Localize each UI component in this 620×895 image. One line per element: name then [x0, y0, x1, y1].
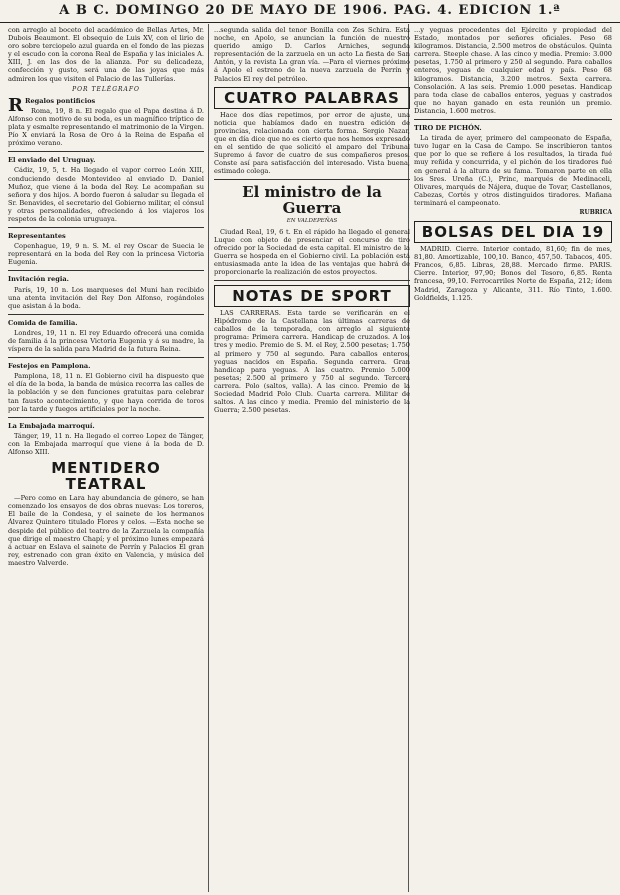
mentidero-heading: MENTIDERO TEATRAL — [51, 459, 161, 494]
divider — [8, 227, 204, 228]
column-middle — [214, 26, 410, 892]
article-body: Londres, 19, 11 n. El rey Eduardo ofrecerá una comida de familia á la princesa Victoria Eugenia y á su madre, la víspera de la salida para Madrid de la futura Reina. — [8, 328, 204, 354]
section-label: POR TELÉGRAFO — [72, 85, 140, 93]
intro-paragraph: con arreglo al boceto del académico de Bellas Artes, Mr. Dubois Beaumont. El obsequio de Luis XV, con el lirio de oro sobre terciopelo azul guarda en el fondo de las piezas y el escudo con la corona Real de España y las iniciales A. XIII, J. en las dos de la alianza. Por su delicadeza, confección y gusto, será una de las joyas que más admiren los que visiten el Palacio de las Tullerías. — [8, 26, 204, 83]
bolsa-day: 19 — [581, 223, 605, 242]
article-body: Pamplona, 18, 11 n. El Gobierno civil ha dispuesto que el día de la boda, la banda de música recorra las calles de la población y se den funciones gratuitas para celebrar tan fausto acontecimiento, y que haya corrida de toros por la tarde y fuegos artificiales por la noche. — [8, 372, 204, 413]
article-heading: Invitación regia. — [8, 275, 69, 284]
divider — [8, 357, 204, 358]
article-heading: Comida de familia. — [8, 318, 78, 327]
divider — [414, 119, 612, 120]
article-body: LAS CARRERAS. Esta tarde se verificarán en el Hipódromo de la Castellana las últimas carreras de caballos de la temporada, con arreglo al siguiente programa: Primera carrera. Handicap de cruzados. A los tres y medio. Premio de S. M. el Rey, 2.500 pesetas; 1.750 al primero y 750 al segundo. Para caballos enteros, yeguas nacidos en España. Segunda carrera. Gran handicap para yeguas. A las cuatro. Premio 5.000 pesetas; 2.500 al primero y 750 al segundo. Tercera carrera. Polo (saltos, valla). A las cinco. Premio de la Sociedad Madrid Polo Club. Cuarta carrera. Militar de saltos. A las cinco y media. Premio del ministerio de la Guerra; 2.500 pesetas. — [214, 309, 410, 415]
column-right — [414, 26, 612, 892]
masthead: A B C. DOMINGO 20 DE MAYO DE 1906. PAG. 4. EDICION 1.ª — [0, 0, 620, 23]
divider — [8, 151, 204, 152]
column-left — [8, 26, 204, 892]
article-body: Ciudad Real, 19, 6 t. En el rápido ha llegado el general Luque con objeto de presenciar el concurso de tiro ofrecido por la Sociedad de esta capital. El ministro de la Guerra se hospeda en el Gobierno civil. La población está entusiasmada ante la idea de las ventajas que habrá de proporcionarle la realización de estos proyectos. — [214, 227, 410, 276]
article-body: Copenhague, 19, 9 n. S. M. el rey Oscar de Suecia le representará en la boda del Rey con la princesa Victoria Eugenia. — [8, 242, 204, 267]
sport-heading: NOTAS DE SPORT — [214, 285, 410, 307]
article-heading: Regalos pontificios — [24, 96, 96, 105]
column-rule — [208, 24, 209, 892]
dropcap: R — [8, 94, 23, 116]
ministro-heading: El ministro de la Guerra — [242, 183, 382, 218]
article-body: La tirada de ayer, primero del campeonato de España, tuvo lugar en la Casa de Campo. Se inscribieron tantos que por lo que se refiere á los resultados, la tirada fué muy reñida y concurrida, y el pichón de los tiradores fué en general á la altura de su fama. Tomaron parte en ella los Sres. Ureña (C.), Princ, marqués de Medinaceli, Olivares, marqués de Nájera, duque de Tovar, Castellanos, Cabezas, Cortés y otros distinguidos tiradores. Mañana terminará el campeonato. — [414, 134, 612, 207]
article-body: MADRID. Cierre. Interior contado, 81,60; fin de mes, 81,80. Amortizable, 100,10. Banco, 457,50. Tabacos, 405. Francos, 6,85. Libras, 28,88. Mercado firme. PARIS. Cierre. Interior, 97,90; Bonos del Tesoro, 6,85. Renta francesa, 99,10. Ferrocarriles Norte de España, 212; ídem Madrid, Zaragoza y Alicante, 311. Río Tinto, 1.600. Goldfields, 1.125. — [414, 245, 612, 302]
divider — [8, 417, 204, 418]
article-heading: El enviado del Uruguay. — [8, 156, 96, 165]
signature: RUBRICA — [579, 208, 612, 216]
bolsa-heading — [414, 221, 612, 243]
article-body: Roma, 19, 8 n. El regalo que el Papa destina á D. Alfonso con motivo de su boda, es un magnífico tríptico de plata y esmalte representando el matrimonio de la Virgen. Pío X enviará la Rosa de Oro á la Reina de España el próximo verano. — [8, 106, 204, 148]
bolsa-title: BOLSAS DEL DIA — [421, 223, 576, 242]
article-body: Hace dos días repetimos, por error de ajuste, una noticia que habíamos dado en nuestra edición de provincias, relacionada con cierta forma. Sergio Nazar, que en día dice que no es cierto que nos hemos expresado en el sentido de que solicitó el amparo del Tribunal Supremo á favor de cuatro de sus compañeros presos. Conste así para satisfacción del interesado. Vista buena, estimado colega. — [214, 110, 410, 176]
article-heading: TIRO DE PICHÓN. — [414, 124, 482, 133]
article-heading: La Embajada marroquí. — [8, 421, 95, 430]
article-heading: Festejos en Pamplona. — [8, 362, 91, 371]
article-body: —Pero como en Lara hay abundancia de género, se han comenzado los ensayos de dos obras nuevas: Los toreros, El baile de la Condesa, y el sainete de los hermanos Álvarez Quintero titulado Flores y celos. —Esta noche se despide del público del teatro de la Zarzuela la compañía que dirige el maestro Chapí; y el próximo lunes empezará á actuar en Eslava el sainete de Perrín y Palacios El gran rey, estrenado con gran éxito en Valencia, y música del maestro Valverde. — [8, 494, 204, 567]
article-body: Cádiz, 19, 5, t. Ha llegado el vapor correo León XIII, conduciendo desde Montevideo al enviado D. Daniel Muñoz, que viene á la boda del Rey. Le acompañan su señora y dos hijos. A bordo fueron á saludar su llegada el Sr. Benavides, el secretario del Gobierno militar, el cónsul y otras personalidades, ofreciendo á los viajeros los respetos de la colonia uruguaya. — [8, 166, 204, 223]
cuatro-palabras-heading: CUATRO PALABRAS — [214, 87, 410, 109]
article-body: París, 19, 10 n. Los marqueses del Muni han recibido una atenta invitación del Rey Don Alfonso, rogándoles que asistan á la boda. — [8, 285, 204, 310]
divider — [214, 179, 410, 180]
article-heading: Representantes — [8, 232, 66, 241]
article-body: ...segunda salida del tenor Bonilla con Zes Schira. Esta noche, en Apolo, se anuncian la función de nuestro querido amigo D. Carlos Arniches, segunda representación de la zarzuela en un acto La fiesta de San Antón, y la revista La gran vía. —Para el viernes próximo á Apolo el estreno de la nueva zarzuela de Perrín y Palacios El rey del petróleo. — [214, 26, 410, 83]
ministro-subheading: EN VALDEPEÑAS — [286, 218, 338, 225]
article-body: ...y yeguas procedentes del Ejército y propiedad del Estado, montados por señores oficiales. Peso 68 kilogramos. Distancia, 2.500 metros de obstáculos. Quinta carrera. Steeple chase. A las cinco y media. Premio: 3.000 pesetas, 1.750 al primero y 250 al segundo. Para caballos enteros, yeguas de cualquier edad y país. Peso 68 kilogramos. Distancia, 3.200 metros. Sexta carrera. Consolación. A las seis. Premio 1.000 pesetas. Handicap para toda clase de caballos enteros, yeguas y castrados que no hayan ganado en esta reunión un premio. Distancia, 1.600 metros. — [414, 26, 612, 115]
divider — [8, 314, 204, 315]
divider — [8, 270, 204, 271]
divider — [214, 280, 410, 281]
article-body: Tánger, 19, 11 n. Ha llegado el correo Lopez de Tánger, con la Embajada marroquí que viene á la boda de D. Alfonso XIII. — [8, 431, 204, 457]
